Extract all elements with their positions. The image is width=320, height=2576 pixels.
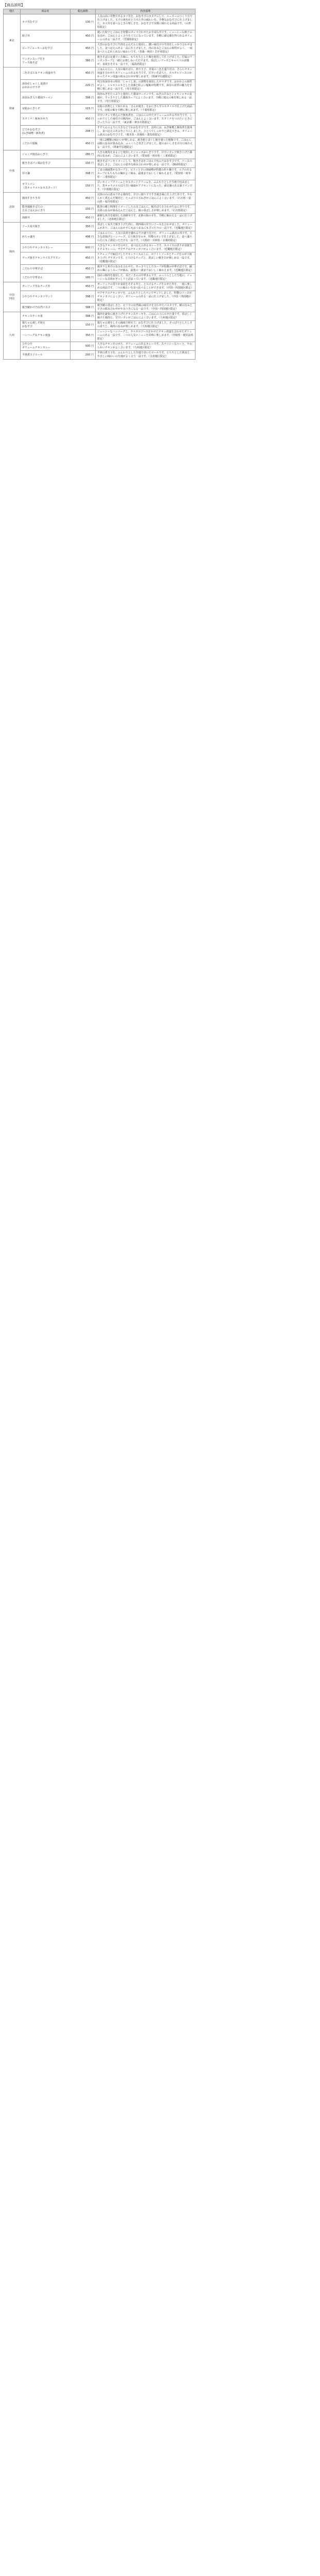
price-cell: 500 円 xyxy=(70,342,96,351)
table-row xyxy=(4,14,195,30)
price-cell: 180 円 xyxy=(70,274,96,282)
region-cell: 中国 四国 xyxy=(4,282,21,312)
product-name-cell: 焼き鯖かけ乃台湾パスタ xyxy=(21,303,70,312)
product-name-cell: ハンバーグ＆チキン南蛮 xyxy=(21,330,70,342)
table-row xyxy=(4,244,195,252)
description-cell: 大型のおむすびに牛肉をふんだんに使用し、濃い味付けの牛肉をしっかり合わせました。食べ応えのある一品に仕上げました。肉の旨みとごはんの相性がよく、一度食べたら忘れられない味わいです。（青森・秋田・岩手県限定） xyxy=(96,43,195,55)
price-cell: 150 円 xyxy=(70,205,96,214)
price-cell: 398 円 xyxy=(70,92,96,105)
table-row xyxy=(4,193,195,205)
table-body xyxy=(4,14,195,360)
table-row xyxy=(4,92,195,105)
product-name-cell: 能登風鮭そぼろの 五目ごはんおにぎり xyxy=(21,205,70,214)
region-cell: 中部 xyxy=(4,150,21,193)
table-row xyxy=(4,231,195,244)
product-name-cell: こだわり中華まん xyxy=(21,274,70,282)
price-cell: 220 円 xyxy=(70,80,96,92)
price-cell: 380 円 xyxy=(70,55,96,67)
description-cell: ごはんの上に、人気の具材を盛れるだけ盛り付けた、ボリューム満点の丼です。大きな唐揚げとハンバーグ、目玉焼きをのせ、特製のタレで仕上げました。食べ盛りの方にもご満足いただける一品です。（大阪府・兵庫県・京都府限定） xyxy=(96,231,195,244)
table-header-row xyxy=(4,9,195,14)
description-cell: 深谷ねぎをたっぷりと使用した醤油ラーメンです。ねぎの甘みとシャキシャキの食感が、すっきりとした醤油スープによく合います。手軽に地元の味を楽しめる一品です。（埼玉県限定） xyxy=(96,92,195,105)
header-price: 税込価格 xyxy=(70,9,96,14)
product-name-cell: どでかおむすび (ねぎ味噌・豚角煮) xyxy=(21,126,70,138)
description-cell: 大きなチキンカツをのせた、食べ応えのあるカレーです。スパイスの香りが食欲をそそるカレーに、サクサクのチキンカツがよく合います。（近畿地区限定） xyxy=(96,244,195,252)
product-name-cell: チキンステーキ重 xyxy=(21,312,70,321)
product-name-cell: 猪肉すきやき丼 xyxy=(21,193,70,205)
product-name-cell: スタミナ！豚角丼弁当 xyxy=(21,113,70,126)
product-name-cell: 餃子丼 xyxy=(21,30,70,43)
product-name-cell: ガーリック丼＆チーズ丼 xyxy=(21,282,70,291)
product-name-cell: こだわり中華そば xyxy=(21,265,70,274)
table-row xyxy=(4,30,195,43)
description-cell: 大きな焼鳥をまるごと使用したジャンボおにぎりです。甘辛いタレで焼き上げた鶏肉の旨みが、ごはんによく合います。（愛知県・岐阜県・三重県限定） xyxy=(96,150,195,159)
table-row xyxy=(4,321,195,330)
table-row xyxy=(4,43,195,55)
price-cell: 450 円 xyxy=(70,43,96,55)
description-cell: 半熟の煮玉子を、ふんわりとした生地で巻いたロールです。とろりとした黄身と、やさしい味わいの生地がよく合う一品です。（九州地区限定） xyxy=(96,351,195,360)
product-name-cell: ひやひやチキンカツサンド xyxy=(21,291,70,303)
product-name-cell: 深谷産しゃくし菜漬け おかかのサラダ xyxy=(21,80,70,92)
description-cell: 鶏ガラと魚介の旨みを合わせた、あっさりとしたスープが特徴の中華そばです。細めの麺によくスープが絡み、最後の一滴までおいしく味わえます。（近畿地区限定） xyxy=(96,265,195,274)
price-cell: 450 円 xyxy=(70,113,96,126)
table-row xyxy=(4,303,195,312)
table-row xyxy=(4,138,195,150)
description-cell: 鶏肉を豪快に焼き上げたチキンステーキを、ごはんの上にのせた重です。香ばしく焼けた鶏肉と、甘辛いタレがごはんによく合います。（九州地区限定） xyxy=(96,312,195,321)
table-row xyxy=(4,223,195,231)
table-row xyxy=(4,330,195,342)
header-product-name: 商品名 xyxy=(21,9,70,14)
table-row xyxy=(4,80,195,92)
product-name-cell: ソース炭火焼き xyxy=(21,223,70,231)
product-table xyxy=(3,9,195,360)
description-cell: 焼きそばパンをイメージして、焼きそばをごはんで包んだおむすびです。ソースの香ばしさと、ごはんとの意外な組み合わせが楽しめる一品です。（静岡県限定） xyxy=(96,159,195,168)
description-cell: 焼きそばの定番ソース味に、もちもちとした麺を使用して仕上げました。付属のワンタンスープと一緒にお楽しみいただけます。香ばしいソースとキャベツの食感が、食欲をそそる一品です。（福島県限定） xyxy=(96,55,195,67)
table-row xyxy=(4,252,195,265)
price-cell: 450 円 xyxy=(70,282,96,291)
description-cell: ケチャップで味付けしたチキンライスの上に、ホワイトソースとチーズをのせて焼き上げたグラタンです。とろけるチーズと、香ばしい焼き目が楽しめる一品です。（近畿地区限定） xyxy=(96,252,195,265)
price-cell: 150 円 xyxy=(70,159,96,168)
description-cell: 房総の名物として知られる「さんが焼き」をおにぎらずのスタイルで仕上げた商品です。房総の味を手軽に楽しめます。（千葉県限定） xyxy=(96,105,195,113)
description-cell: 鶏ちゃん焼をしその風味で和えて、おむすびに仕上げました。さっぱりとしたしその香りと、鶏肉の旨みが楽しめます。（九州地区限定） xyxy=(96,321,195,330)
description-cell: 焼いた餃子とごはんを特製のタレで合わせたお手頃な丼です。ジューシーな餃子の旨みが、ごはんとよく合う仕立てになっています。手軽に満足感を得られるボリュームのある一品です。（宮城県限定） xyxy=(96,30,195,43)
table-row xyxy=(4,67,195,80)
product-name-cell: こだわり鮭飯 xyxy=(21,138,70,150)
table-row xyxy=(4,265,195,274)
description-cell: 新鮮な魚介を使用した海鮮丼です。北陸の海の幸を、手軽に味わえる一品に仕上げました。（北陸地区限定） xyxy=(96,214,195,223)
product-name-cell: 半熟煮玉子ロール xyxy=(21,351,70,360)
table-row xyxy=(4,180,195,193)
description-cell: 一度に2種類の味わいが楽しめる、焼き鮭とほぐし鮭を使った鮭飯です。ごはんには鮭の旨みが染み込み、ふっくらと炊き上げました。鮭のおいしさを存分に味わえる一品です。（関東甲信越限定） xyxy=(96,138,195,150)
price-cell: 600 円 xyxy=(70,244,96,252)
product-name-cell: ワンタンスープ付き ソース焼そば xyxy=(21,55,70,67)
table-row xyxy=(4,150,195,159)
product-name-cell: 鶏ちゃん焼しそ和え おむすび xyxy=(21,321,70,330)
description-cell: 甘辛いタレで煮込んだ豚角煮を、ごはんにのせたボリュームのある丼弁当です。しっかりとした味付けの豚肉が、ごはんとよく合います。スタミナをつけたいときにぴったりの一品です。（東京都・神奈川県限定） xyxy=(96,113,195,126)
table-row xyxy=(4,282,195,291)
price-cell: 450 円 xyxy=(70,252,96,265)
description-cell: 国産の豚肉を使用した、具だくさんの中華まんです。ふっくらとした生地に、ジューシーな具材がぎっしりと詰まっています。（近畿地区限定） xyxy=(96,274,195,282)
price-cell: 450 円 xyxy=(70,214,96,223)
region-cell: 北陸 xyxy=(4,193,21,223)
product-name-cell: ビーフジャーキーおむすび xyxy=(21,43,70,55)
price-cell: 398 円 xyxy=(70,303,96,312)
header-region: 地区 xyxy=(4,9,21,14)
product-name-cell: ギフトパン （黒キャラメル＆カスタード） xyxy=(21,180,70,193)
price-cell: 298 円 xyxy=(70,126,96,138)
price-cell: 150 円 xyxy=(70,180,96,193)
table-row xyxy=(4,342,195,351)
product-name-cell: 房総おにぎらず xyxy=(21,105,70,113)
description-cell: ごまの風味豊かなスープと、ピリッと辛い肉味噌が特徴の坦々麺です。コクのあるスープにもちもちの麺がよく絡み、最後までおいしく味わえます。（愛知県・岐阜県・三重県限定） xyxy=(96,168,195,180)
page-title: 【商品説明】 xyxy=(3,3,25,7)
description-cell: 香ばしく炭火で焼き上げた肉に、関西風の甘辛いソースを合わせました。ボリュームがあり、ごはんのおかずにもおつまみにもぴったりの一品です。（近畿地区限定） xyxy=(96,223,195,231)
description-cell: ごはんの上に、人気の鶏そぼろ、炒り玉子、青菜の三色を盛り付け、さらにチキン南蛮を合わせたボリュームのある弁当です。甘辛いそぼろと、タルタルソースのかかったチキン南蛮の組み合わせが楽しめます。（関東甲信越限定） xyxy=(96,67,195,80)
product-name-cell: 坦々麺 xyxy=(21,168,70,180)
price-cell: 450 円 xyxy=(70,193,96,205)
description-cell: サクサクのチキンカツを、ふんわりとしたパンでサンドしました。特製のソースがチキンカツによく合い、ボリュームのある一品に仕上げました。（中国・四国地区限定） xyxy=(96,291,195,303)
table-row xyxy=(4,205,195,214)
description-cell: ジューシーなハンバーグと、タルタルソースをかけたチキン南蛮を合わせたボリュームのある一品です。二つの人気メニューを同時に楽しめます。（宮崎県・鹿児島県限定） xyxy=(96,330,195,342)
table-row xyxy=(4,55,195,67)
description-cell: 大きなチキンをのせた、ボリュームのあるカレーです。スパイシーなルーと、やわらかいチキンがよく合います。（九州地区限定） xyxy=(96,342,195,351)
price-cell: 398 円 xyxy=(70,291,96,303)
region-cell: 九州 xyxy=(4,312,21,360)
description-cell: すずらんのように大きなどでかおむすびです。具材には、ねぎ味噌と豚角煮を使用し、食べ応えのある仕立てにしました。ひとつでしっかりと満足できる、ボリューム満点のおむすびです。（栃木県・茨城県・群馬県限定） xyxy=(96,126,195,138)
product-name-cell: 焼きそばパン風おむすび xyxy=(21,159,70,168)
description-cell: ガーリックの香りが食欲をそそる丼と、とろけるチーズをのせた丼を、一度に楽しめる商品です。二つの味わいを食べ比べることができます。（中国・四国地区限定） xyxy=(96,282,195,291)
price-cell: 450 円 xyxy=(70,265,96,274)
table-row xyxy=(4,274,195,282)
price-cell: 450 円 xyxy=(70,67,96,80)
table-row xyxy=(4,351,195,360)
price-cell: 200 円 xyxy=(70,351,96,360)
table-row xyxy=(4,113,195,126)
price-cell: 350 円 xyxy=(70,223,96,231)
region-cell: 関西 xyxy=(4,223,21,282)
price-cell: 115 円 xyxy=(70,105,96,113)
price-cell: 398 円 xyxy=(70,168,96,180)
table-row xyxy=(4,159,195,168)
product-name-cell: 三色そぼろ＆チキン南蛮弁当 xyxy=(21,67,70,80)
price-cell: 150 円 xyxy=(70,321,96,330)
description-cell: 焼き鯖の香ばしさと、ピリ辛の台湾風の味付けを合わせたパスタです。鯖の旨みと辛さの組み合わせがやみつきになる一品です。（中国・四国地区限定） xyxy=(96,303,195,312)
product-name-cell: チーズ焼きチキンライスグラタン xyxy=(21,252,70,265)
price-cell: 450 円 xyxy=(70,30,96,43)
price-cell: 130 円 xyxy=(70,14,96,30)
description-cell: 人気の高い丼物であるカツ丼を、おむすびのカタチにして、ルーローのつくり方で仕上げました。玉子の黄色がとろけた丼の味わいを、手軽なおむすびに仕上げました。カツ丼を食べるときの楽しさを、おむすびで気軽に味わえる商品です。（山形県限定） xyxy=(96,14,195,30)
price-cell: 498 円 xyxy=(70,231,96,244)
price-cell: 450 円 xyxy=(70,138,96,150)
product-name-cell: カツ丼むすび xyxy=(21,14,70,30)
price-cell: 350 円 xyxy=(70,330,96,342)
header-description: 内容説明 xyxy=(96,9,195,14)
table-row xyxy=(4,105,195,113)
table-row xyxy=(4,168,195,180)
region-cell: 関東 xyxy=(4,67,21,150)
description-cell: 能登の郷土料理をイメージした五目ごはんに、鮭そぼろを合わせたおにぎりです。具材の旨みが染み込んだごはんと、鮭の香ばしさが楽しめます。（石川県限定） xyxy=(96,205,195,214)
description-cell: 北陸の山の恵みである猪肉を、甘辛い割り下ですき焼き風に仕上げた丼です。やわらかく煮込んだ猪肉と、たっぷりの玉ねぎがごはんによく合います。（石川県・富山県・福井県限定） xyxy=(96,193,195,205)
price-cell: 398 円 xyxy=(70,312,96,321)
table-row xyxy=(4,291,195,303)
table-row xyxy=(4,312,195,321)
product-name-cell: 深谷ねぎ入り醤油ラーメン xyxy=(21,92,70,105)
blank-area xyxy=(3,1139,195,2571)
price-cell: 280 円 xyxy=(70,150,96,159)
product-name-cell: めちゃ盛丼 xyxy=(21,231,70,244)
table-row xyxy=(4,126,195,138)
description-cell: 甘いホイップクリームとカスタードクリームを、ふんわりとした生地で包みました。黒キャラメルのほろ苦い風味がアクセントになった、満足感のある菓子パンです。（中部地区限定） xyxy=(96,180,195,193)
product-name-cell: 海鮮丼 xyxy=(21,214,70,223)
product-name-cell: ひやひや ボリュームチキンカレー xyxy=(21,342,70,351)
region-cell: 東北 xyxy=(4,14,21,67)
table-row xyxy=(4,214,195,223)
product-name-cell: ひやひやチキンカツカレー xyxy=(21,244,70,252)
description-cell: 埼玉県深谷市の特産「しゃくし菜」の漬物を使用したサラダです。おかかとの相性がよく、シャキシャキとした食感と程よい塩味が特徴です。深谷の食材の魅力を手軽に楽しめる一品です。（埼玉県限定） xyxy=(96,80,195,92)
product-name-cell: ジャンボ焼鳥おにぎり xyxy=(21,150,70,159)
